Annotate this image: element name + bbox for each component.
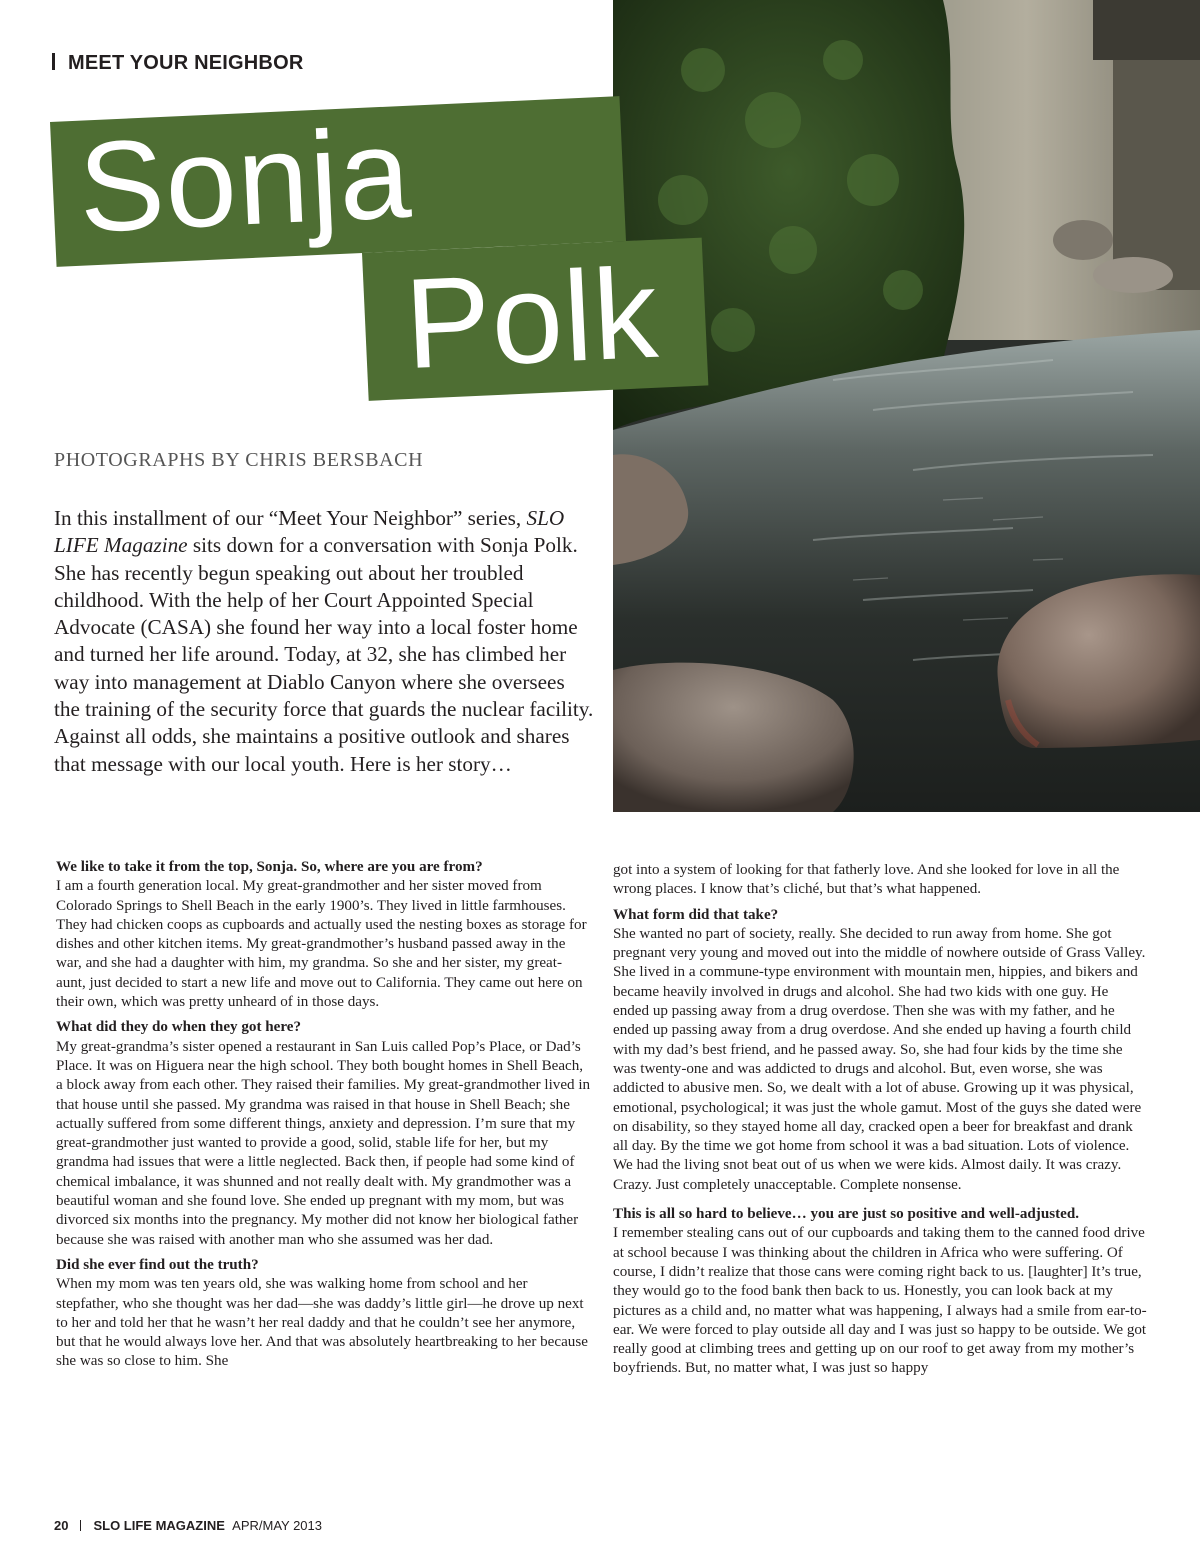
interview-question: This is all so hard to believe… you are just so positive and well-adjusted. [613,1206,1079,1223]
creek-photo [613,0,1200,812]
interview-question: We like to take it from the top, Sonja. So, where are you are from? [56,859,483,875]
title-first-name-block [50,96,626,267]
interview-answer: When my mom was ten years old, she was walking home from school and her stepfather, who she thought was her dad—she was daddy’s little girl—he drove up next to her and told her that he wasn’t her real daddy and that he couldn’t see her anymore, but that he would always love her. And that was absolutely heartbreaking to her because she was so close to him. She [56,1276,588,1370]
title-last-name-block [362,238,708,401]
interview-question: Did she ever find out the truth? [56,1256,259,1273]
section-label-text: MEET YOUR NEIGHBOR [68,52,304,74]
interview-answer: My great-grandma’s sister opened a restaurant in San Luis called Pop’s Place, or Dad’s Place. It was on Higuera near the high school. They both bought homes in Shell Beach, a block away from each other. They raised their families. My great-grandmother lived in that house until she passed. My grandma was raised in that house in Shell Beach; she actually suffered from some different things, anxiety and depression. I’m sure that my great-grandmother just wanted to provide a good, solid, stable life for her, but my grandma had issues that were a little neglected. Back then, if people had some kind of chemical imbalance, it was shunned and not really dealt with. My grandmother was a beautiful woman and she found love. She ended up pregnant with my mom, but was divorced six months into the pregnancy. My mother did not know her biological father because she was raised with another man who she assumed was her dad. [56,1038,591,1248]
interview-answer: She wanted no part of society, really. She decided to run away from home. She got pregnant very young and moved out into the middle of nowhere outside of Grass Valley. She lived in a commune-type environment with mountain men, hippies, and bikers and became heavily involved in drugs and alcohol. She had two kids with one guy. He ended up passing away from a drug overdose. Then she was with my father, and he ended up passing away from a drug overdose. And she ended up having a fourth child with my dad’s best friend, and he passed away. So, she had four kids by the time she was twenty-one and was addicted to drugs and alcohol. But, even worse, she was addicted to abusive men. So, we dealt with a lot of abuse. Growing up it was physical, emotional, psychological; it was just the whole gamut. Most of the guys she dated were on disability, so they stayed home all day, cracked open a beer for breakfast and drank all day. By the time we got home from school it was a bad situation. Lots of violence. We had the living snot beat out of us when we were kids. Almost daily. It was crazy. Crazy. Just completely unacceptable. Complete nonsense. [613,925,1146,1193]
photo-credit: PHOTOGRAPHS BY CHRIS BERSBACH [54,449,424,471]
interview-answer: I am a fourth generation local. My great-grandmother and her sister moved from Colorado Springs to Shell Beach in the early 1900’s. They lived in little farmhouses. They had chicken coops as cupboards and actually used the nesting boxes as storage for dishes and other kitchen items. My great-grandmother’s husband passed away in the war, and she had a daughter with him, my grandma. So she and her sister, my great-aunt, just decided to start a new life and move out to California. They came out here on their own, which was pretty unheard of in those days. [56,878,587,1011]
article-column-left [56,858,591,1372]
intro-text-end: sits down for a conversation with Sonja Polk. She has recently begun speaking out about her troubled childhood. With the help of her Court Appointed Special Advocate (CASA) she found her way into a local foster home and turned her life around. Today, at 32, she has climbed her way into management at Diablo Canyon where she oversees the training of the security force that guards the nuclear facility. Against all odds, she maintains a positive outlook and shares that message with our local youth. Here is her story… [54,533,594,776]
intro-text-start: In this installment of our “Meet Your Neighbor” series, [54,506,522,530]
footer-separator [80,1520,81,1531]
interview-question: What form did that take? [613,906,779,923]
section-label [52,52,303,75]
interview-answer: I remember stealing cans out of our cupboards and taking them to the canned food drive at school because I was thinking about the children in Africa who were suffering. Of course, I didn’t realize that those cans were coming right back to us. [laughter] It’s true, they would go to the food bank then back to us. Honestly, you can look back at my pictures as a child and, no matter what was happening, I always had a smile from ear-to-ear. We were forced to play outside all day and I was just so happy to be outside. We got really good at climbing trees and getting up on our roof to get away from my mother’s boyfriends. But, no matter what, I was just so happy [613,1225,1147,1377]
intro-paragraph [54,505,594,778]
intro-magazine-name: SLO LIFE Magazine [54,506,565,558]
article-column-right [613,861,1148,1379]
interview-question: What did they do when they got here? [56,1019,302,1036]
title-first-name: Sonja [75,101,415,260]
page-footer [54,1518,322,1533]
page-number: 20 [54,1518,69,1533]
magazine-name: SLO LIFE MAGAZINE [93,1518,225,1533]
issue-date: APR/MAY 2013 [232,1518,323,1533]
section-bar [52,53,55,70]
title-last-name: Polk [402,241,662,397]
interview-answer-continued: got into a system of looking for that fatherly love. And she looked for love in all the wrong places. I know that’s cliché, but that’s what happened. [613,862,1120,898]
